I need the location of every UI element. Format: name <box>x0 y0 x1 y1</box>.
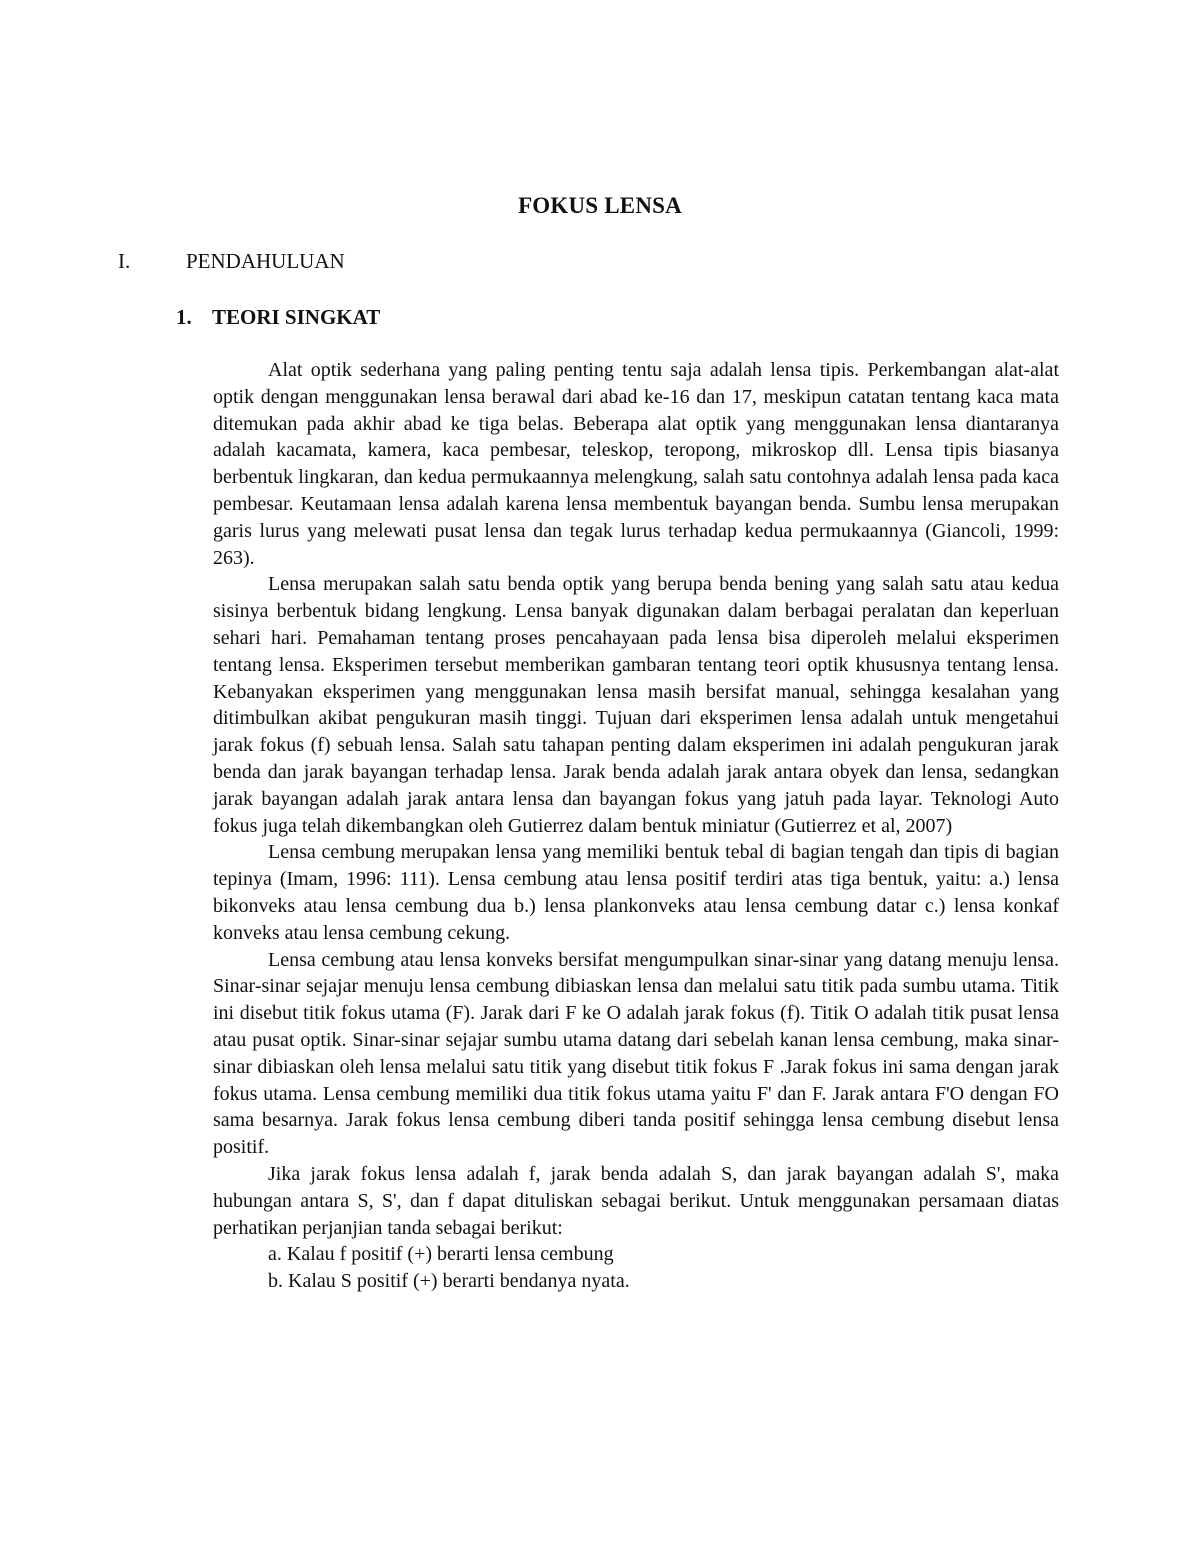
subsection-number: 1. <box>176 305 192 329</box>
section-number: I. <box>118 249 131 273</box>
paragraph-4: Lensa cembung atau lensa konveks bersifat mengumpulkan sinar-sinar yang datang menuju lensa. Sinar-sinar sejajar menuju lensa cembung dibiaskan lensa dan melalui satu titik pada sumbu utama. Titik ini disebut titik fokus utama (F). Jarak dari F ke O adalah jarak fokus (f). Titik O adalah titik pusat lensa atau pusat optik. Sinar-sinar sejajar sumbu utama datang dari sebelah kanan lensa cembung, maka sinar-sinar dibiaskan oleh lensa melalui satu titik yang disebut titik fokus F .Jarak fokus ini sama dengan jarak fokus utama. Lensa cembung memiliki dua titik fokus utama yaitu F' dan F. Jarak antara F'O dengan FO sama besarnya. Jarak fokus lensa cembung diberi tanda positif sehingga lensa cembung disebut lensa positif. <box>213 948 1059 1159</box>
paragraph-1: Alat optik sederhana yang paling penting tentu saja adalah lensa tipis. Perkembangan alat-alat optik dengan menggunakan lensa berawal dari abad ke-16 dan 17, meskipun catatan tentang kaca mata ditemukan pada akhir abad ke tiga belas. Beberapa alat optik yang menggunakan lensa diantaranya adalah kacamata, kamera, kaca pembesar, teleskop, teropong, mikroskop dll. Lensa tipis biasanya berbentuk lingkaran, dan kedua permukaannya melengkung, salah satu contohnya adalah lensa pada kaca pembesar. Keutamaan lensa adalah karena lensa membentuk bayangan benda. Sumbu lensa merupakan garis lurus yang melewati pusat lensa dan tegak lurus terhadap kedua permukaannya (Giancoli, 1999: 263). <box>213 359 1059 569</box>
section-title: PENDAHULUAN <box>186 249 345 273</box>
subsection-heading <box>176 305 380 330</box>
paragraph-2: Lensa merupakan salah satu benda optik yang berupa benda bening yang salah satu atau kedua sisinya berbentuk bidang lengkung. Lensa banyak digunakan dalam berbagai peralatan dan keperluan sehari hari. Pemahaman tentang proses pencahayaan pada lensa bisa diperoleh melalui eksperimen tentang lensa. Eksperimen tersebut memberikan gambaran tentang teori optik khususnya tentang lensa. Kebanyakan eksperimen yang menggunakan lensa masih bersifat manual, sehingga kesalahan yang ditimbulkan akibat pengukuran masih tinggi. Tujuan dari eksperimen lensa adalah untuk mengetahui jarak fokus (f) sebuah lensa. Salah satu tahapan penting dalam eksperimen ini adalah pengukuran jarak benda dan jarak bayangan terhadap lensa. Jarak benda adalah jarak antara obyek dan lensa, sedangkan jarak bayangan adalah jarak antara lensa dan bayangan fokus yang jatuh pada layar. Teknologi Auto fokus juga telah dikembangkan oleh Gutierrez dalam bentuk miniatur (Gutierrez et al, 2007) <box>213 573 1059 837</box>
subsection-title: TEORI SINGKAT <box>212 305 381 329</box>
list-item-a: a. Kalau f positif (+) berarti lensa cembung <box>268 1243 614 1266</box>
document-title: FOKUS LENSA <box>518 193 682 218</box>
body-text <box>213 357 1059 1295</box>
paragraph-3: Lensa cembung merupakan lensa yang memiliki bentuk tebal di bagian tengah dan tipis di bagian tepinya (Imam, 1996: 111). Lensa cembung atau lensa positif terdiri atas tiga bentuk, yaitu: a.) lensa bikonveks atau lensa cembung dua b.) lensa plankonveks atau lensa cembung datar c.) lensa konkaf konveks atau lensa cembung cekung. <box>213 841 1059 944</box>
section-heading <box>118 249 345 274</box>
paragraph-5: Jika jarak fokus lensa adalah f, jarak benda adalah S, dan jarak bayangan adalah S', maka hubungan antara S, S', dan f dapat dituliskan sebagai berikut. Untuk menggunakan persamaan diatas perhatikan perjanjian tanda sebagai berikut: <box>213 1162 1059 1239</box>
list-item-b: b. Kalau S positif (+) berarti bendanya nyata. <box>268 1270 630 1293</box>
